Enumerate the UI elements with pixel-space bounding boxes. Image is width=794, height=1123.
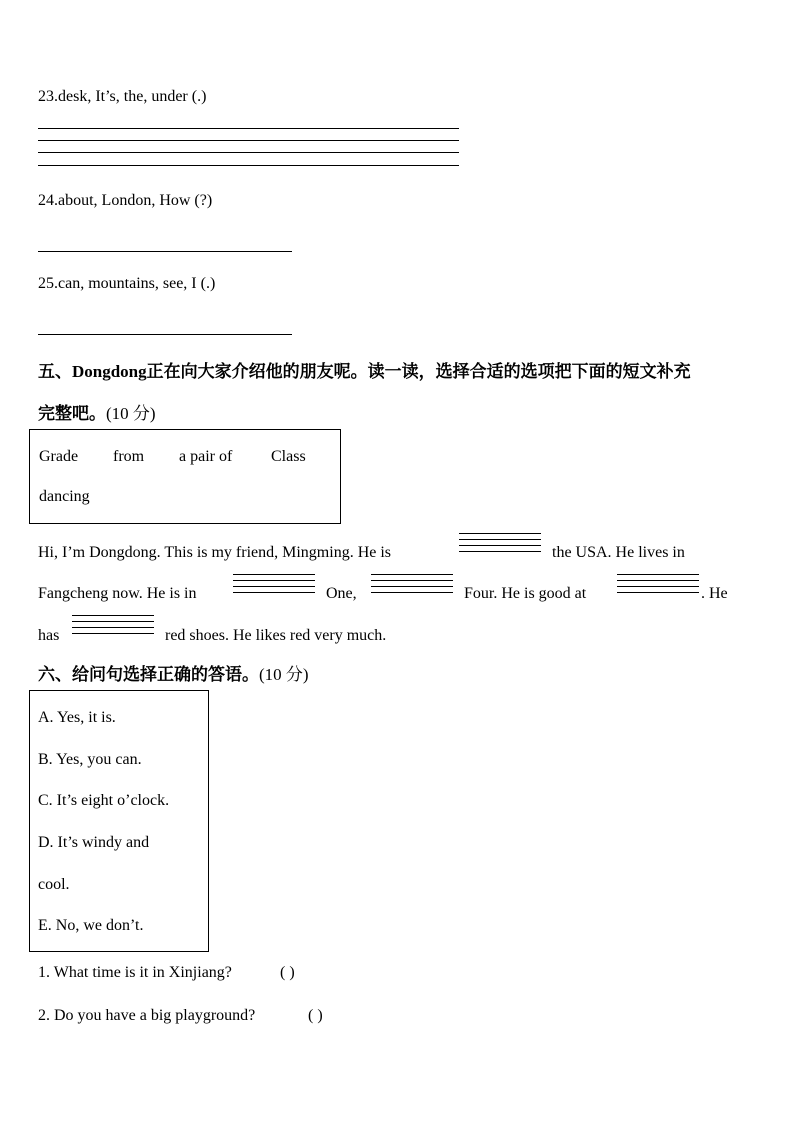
question-1 [38, 964, 232, 982]
answer-line[interactable] [38, 128, 459, 129]
answer-option: cool. [38, 876, 70, 893]
word-option: Class [271, 448, 306, 465]
passage-text: . He [701, 585, 728, 602]
answer-option: C. It’s eight o’clock. [38, 792, 170, 809]
section-5-title-line1 [38, 357, 691, 382]
section-5-title-rest: 正在向大家介绍他的朋友呢。读一读，选择合适的选项把下面的短文补充 [146, 362, 691, 381]
section-5-title-end: 完整吧。 [38, 404, 106, 423]
passage-text: has [38, 627, 60, 644]
section-5-name: Dongdong [72, 362, 147, 381]
word-option: from [113, 448, 145, 465]
question-23-prompt: 23.desk, It’s, the, under (.) [38, 88, 207, 105]
passage-blank-2[interactable] [233, 574, 315, 596]
answer-options-box [29, 690, 209, 952]
word-option: a pair of [179, 448, 233, 465]
answer-paren[interactable]: ( ) [280, 964, 295, 981]
passage-text: One, [326, 585, 357, 602]
passage-text: Four. He is good at [464, 585, 587, 602]
question-25-prompt: 25.can, mountains, see, I (.) [38, 275, 216, 292]
section-5-number: 五、 [38, 362, 72, 381]
answer-option: B. Yes, you can. [38, 751, 142, 768]
answer-paren[interactable]: ( ) [308, 1007, 323, 1024]
answer-line[interactable] [38, 165, 459, 166]
answer-line[interactable] [38, 140, 459, 141]
passage-text: red shoes. He likes red very much. [165, 627, 387, 644]
section-6-title [38, 660, 309, 685]
question-text: 2. Do you have a big playground? [38, 1007, 256, 1024]
passage-text: the USA. He lives in [552, 544, 685, 561]
word-box [29, 429, 341, 524]
section-6-title-text: 六、给问句选择正确的答语。 [38, 665, 259, 684]
word-option: dancing [39, 488, 90, 505]
passage-text: Fangcheng now. He is in [38, 585, 197, 602]
passage-blank-5[interactable] [72, 615, 154, 637]
answer-option: D. It’s windy and [38, 834, 150, 851]
answer-line[interactable] [38, 334, 292, 335]
section-5-title-line2 [38, 399, 156, 424]
passage-text: Hi, I’m Dongdong. This is my friend, Mingming. He is [38, 544, 392, 561]
question-24-prompt: 24.about, London, How (?) [38, 192, 213, 209]
question-text: 1. What time is it in Xinjiang? [38, 964, 232, 981]
passage-blank-1[interactable] [459, 533, 541, 555]
answer-option: E. No, we don’t. [38, 917, 144, 934]
answer-line[interactable] [38, 251, 292, 252]
passage-blank-3[interactable] [371, 574, 453, 596]
answer-line[interactable] [38, 152, 459, 153]
section-6-points: (10 分) [259, 665, 309, 684]
word-option: Grade [39, 448, 79, 465]
section-5-points: (10 分) [106, 404, 156, 423]
answer-option: A. Yes, it is. [38, 709, 116, 726]
question-2 [38, 1007, 255, 1025]
passage-blank-4[interactable] [617, 574, 699, 596]
